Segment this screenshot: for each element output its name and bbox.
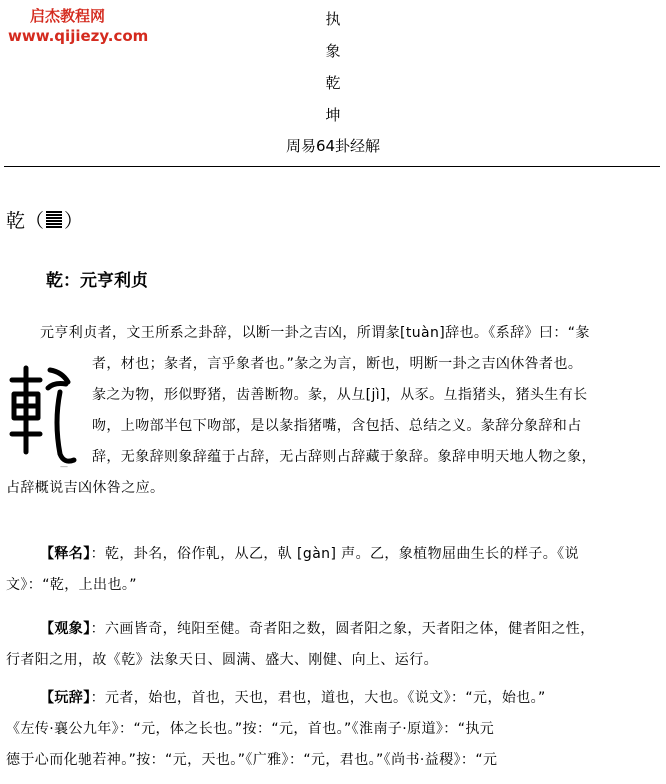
watermark-site-name: 启杰教程网	[30, 7, 106, 25]
hexagram-heading	[6, 210, 83, 233]
hexagram-name: 乾	[6, 210, 26, 232]
shiming-line-1	[40, 539, 579, 569]
title-char-2: 象	[325, 42, 341, 60]
guanxiang-line-1	[40, 614, 595, 644]
qian-trigram-icon	[46, 210, 62, 233]
header-divider	[4, 166, 660, 167]
intro-line-4: 吻，上吻部半包下吻部，是以彖指猪嘴，含包括、总结之义。彖辞分象辞和占	[92, 418, 582, 434]
title-char-1: 执	[325, 10, 341, 28]
open-paren: （	[25, 210, 45, 232]
seal-caption: —	[60, 462, 68, 471]
wanci-label: 【玩辞】	[40, 690, 91, 706]
intro-line-2: 者，材也；彖者，言乎象者也。”彖之为言，断也，明断一卦之吉凶休咎者也。	[92, 356, 583, 372]
guanxiang-text-1: ：六画皆奇，纯阳至健。奇者阳之数，圆者阳之象，天者阳之体，健者阳之性，	[90, 621, 595, 637]
wanci-text-1: ：元者，始也，首也，天也，君也，道也，大也。《说文》：“元，始也。”	[90, 690, 546, 706]
wanci-line-1	[40, 683, 546, 713]
qian-seal-script-icon	[6, 362, 78, 474]
title-char-3: 乾	[325, 74, 341, 92]
intro-line-1: 元亨利贞者，文王所系之卦辞，以断一卦之吉凶，所谓彖[tuàn]辞也。《系辞》曰：“彖	[40, 325, 590, 341]
shiming-line-2: 文》：“乾，上出也。”	[6, 577, 137, 593]
judgement-text: 乾：元亨利贞	[46, 271, 148, 291]
intro-line-6: 占辞概说吉凶休咎之应。	[6, 480, 165, 496]
shiming-label: 【释名】	[40, 546, 91, 562]
shiming-text-1: ：乾，卦名，俗作乹，从乙，倝 [gàn] 声。乙，象植物屈曲生长的样子。《说	[90, 546, 579, 562]
guanxiang-line-2: 行者阳之用，故《乾》法象天日、圆满、盛大、刚健、向上、运行。	[6, 652, 438, 668]
close-paren: ）	[64, 210, 84, 232]
title-char-4: 坤	[325, 106, 341, 124]
intro-line-3: 彖之为物，形似野猪，齿善断物。彖，从彑[jì]，从豕。彑指猪头，猪头生有长	[92, 387, 588, 403]
wanci-line-2: 《左传·襄公九年》：“元，体之长也。”按：“元，首也。”《淮南子·原道》：“执元	[6, 721, 495, 737]
subtitle: 周易64卦经解	[285, 137, 381, 155]
guanxiang-label: 【观象】	[40, 621, 91, 637]
intro-line-5: 辞，无象辞则象辞蕴于占辞，无占辞则占辞藏于象辞。象辞申明天地人物之象，	[92, 449, 596, 465]
watermark-site-url: www.qijiezy.com	[8, 27, 149, 45]
wanci-line-3: 德于心而化驰若神。”按：“元，天也。”《广雅》：“元，君也。”《尚书·益稷》：“元	[6, 752, 498, 768]
